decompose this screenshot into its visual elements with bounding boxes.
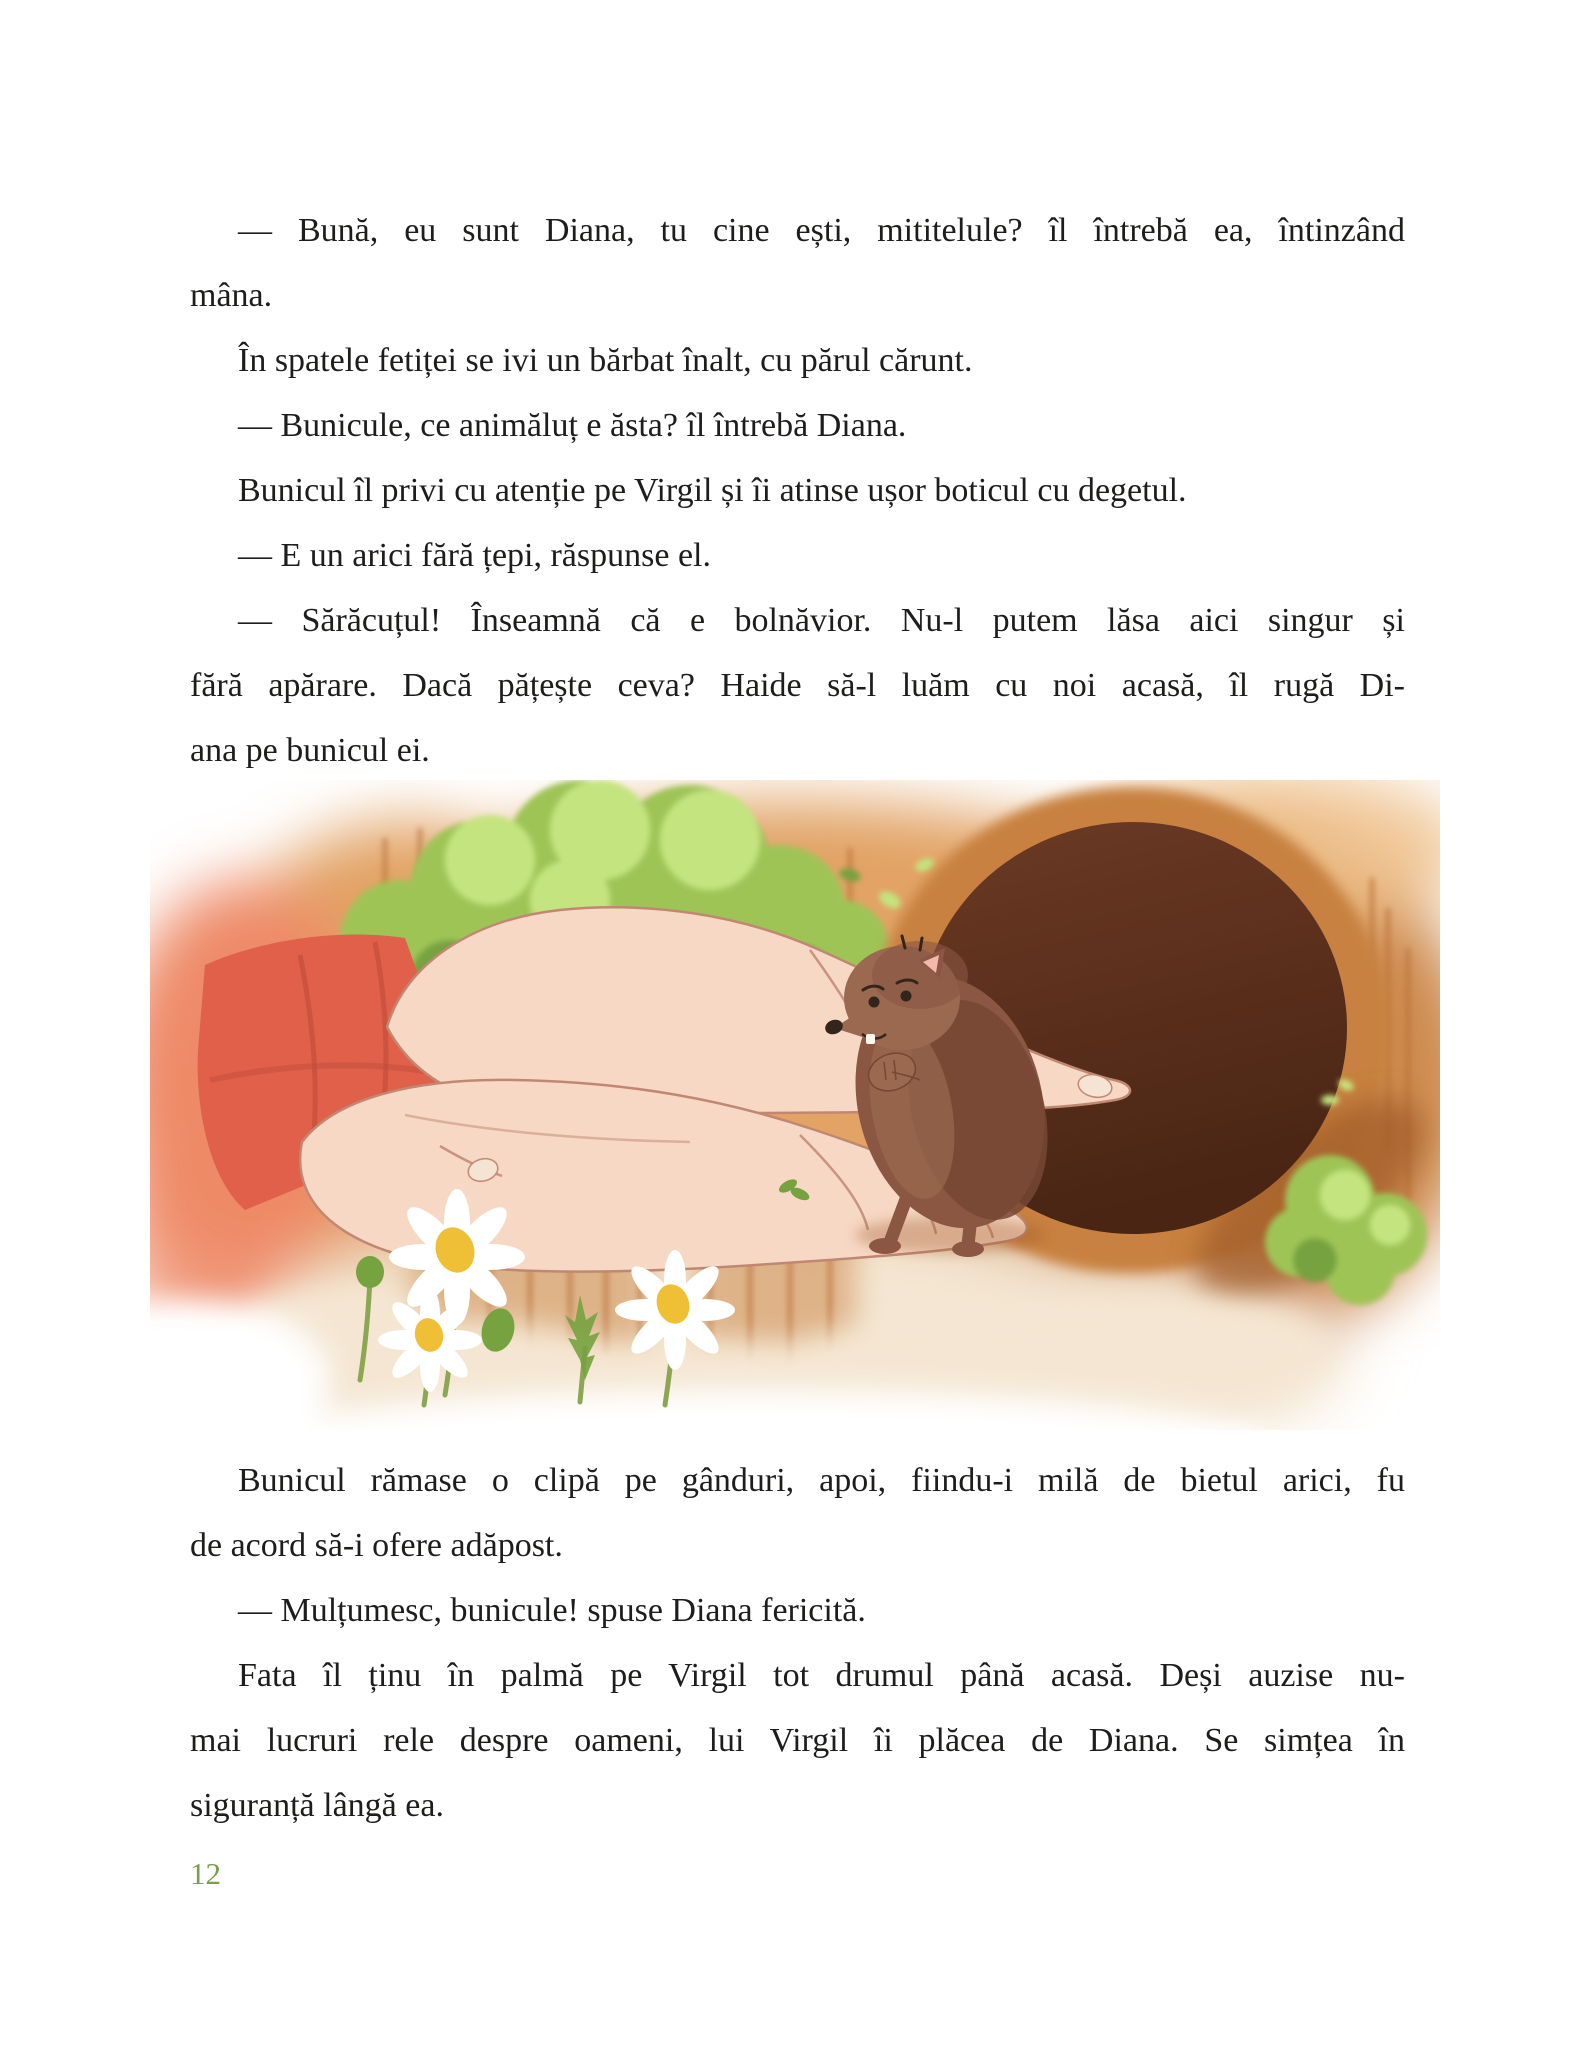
story-line: Fata îl ținu în palmă pe Virgil tot drumul până acasă. Deși auzise nu-: [238, 1657, 1405, 1694]
story-line: — Bunicule, ce animăluț e ăsta? îl întrebă Diana.: [238, 407, 907, 444]
story-line: fără apărare. Dacă pățește ceva? Haide să-l luăm cu noi acasă, îl rugă Di-: [190, 667, 1405, 704]
daisy-right: [615, 1250, 735, 1370]
story-line: — Bună, eu sunt Diana, tu cine ești, mititelule? îl întrebă ea, întinzând: [238, 212, 1405, 249]
page-number: 12: [190, 1856, 221, 1891]
story-text-bottom: [190, 1448, 1405, 1838]
story-line: de acord să-i ofere adăpost.: [190, 1527, 563, 1564]
story-line: În spatele fetiței se ivi un bărbat înalt, cu părul cărunt.: [238, 342, 973, 379]
story-illustration: [150, 780, 1440, 1430]
story-line: mai lucruri rele despre oameni, lui Virgil îi plăcea de Diana. Se simțea în: [190, 1722, 1405, 1759]
story-text-top: [190, 198, 1405, 783]
story-line: — E un arici fără țepi, răspunse el.: [238, 537, 711, 574]
story-line: siguranță lângă ea.: [190, 1787, 444, 1824]
story-line: — Mulțumesc, bunicule! spuse Diana fericită.: [238, 1592, 866, 1629]
story-line: Bunicul rămase o clipă pe gânduri, apoi, fiindu-i milă de bietul arici, fu: [238, 1462, 1405, 1499]
story-line: Bunicul îl privi cu atenție pe Virgil și îi atinse ușor boticul cu degetul.: [238, 472, 1187, 509]
story-line: mâna.: [190, 277, 273, 314]
story-line: ana pe bunicul ei.: [190, 732, 430, 769]
story-line: — Sărăcuțul! Înseamnă că e bolnăvior. Nu-l putem lăsa aici singur și: [238, 602, 1405, 639]
